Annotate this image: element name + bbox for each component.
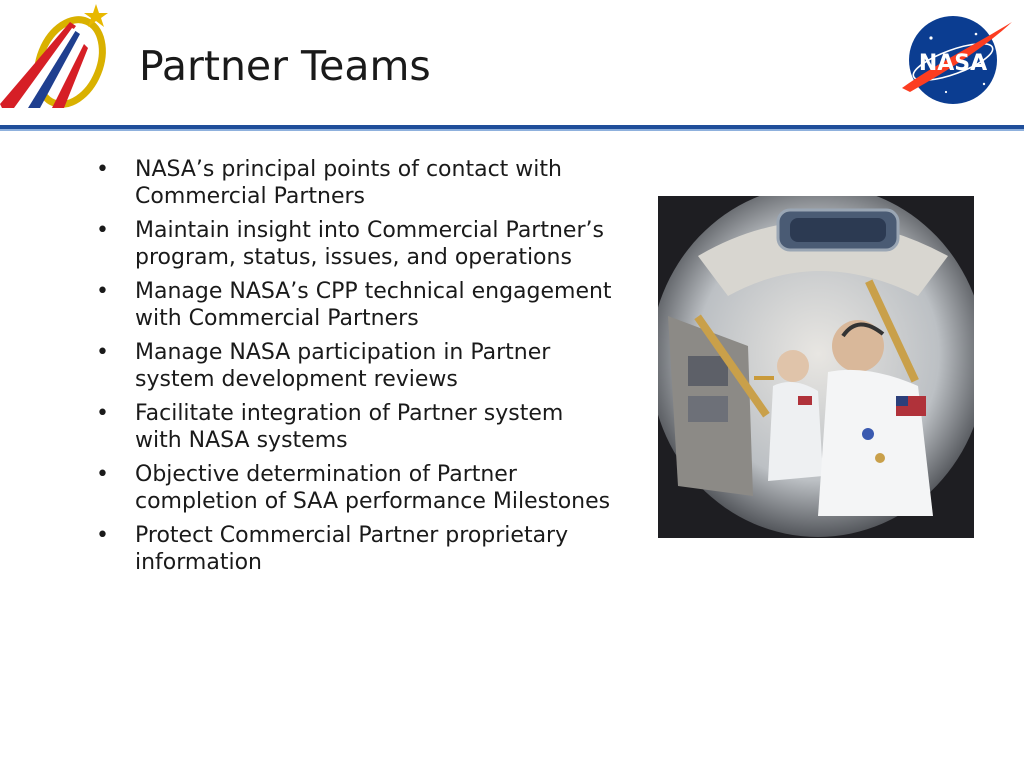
nasa-meatball-logo xyxy=(896,14,1014,106)
bullet-text: Protect Commercial Partner proprietary information xyxy=(135,523,569,575)
bullet-item xyxy=(92,400,612,454)
bullet-text: Objective determination of Partner completion of SAA performance Milestones xyxy=(135,462,611,514)
bullet-item xyxy=(92,339,612,393)
bullet-item xyxy=(92,522,612,576)
bullet-dot: • xyxy=(96,462,109,487)
nasa-wordmark: NASA xyxy=(918,51,988,76)
bullet-dot: • xyxy=(96,157,109,182)
bullet-list xyxy=(92,156,612,583)
bullet-text: NASA’s principal points of contact with Commercial Partners xyxy=(135,157,562,209)
bullet-dot: • xyxy=(96,401,109,426)
bullet-dot: • xyxy=(96,523,109,548)
bullet-item xyxy=(92,461,612,515)
program-logo xyxy=(0,0,115,112)
slide-title: Partner Teams xyxy=(139,42,431,90)
bullet-dot: • xyxy=(96,218,109,243)
bullet-text: Manage NASA participation in Partner system development reviews xyxy=(135,340,551,392)
bullet-item xyxy=(92,278,612,332)
astronauts-in-spacecraft-cabin-photo xyxy=(658,196,974,538)
bullet-dot: • xyxy=(96,340,109,365)
bullet-text: Maintain insight into Commercial Partner’s program, status, issues, and operations xyxy=(135,218,604,270)
bullet-item xyxy=(92,156,612,210)
bullet-item xyxy=(92,217,612,271)
bullet-dot: • xyxy=(96,279,109,304)
bullet-text: Facilitate integration of Partner system with NASA systems xyxy=(135,401,564,453)
header-rule-accent xyxy=(0,129,1024,131)
bullet-text: Manage NASA’s CPP technical engagement with Commercial Partners xyxy=(135,279,612,331)
